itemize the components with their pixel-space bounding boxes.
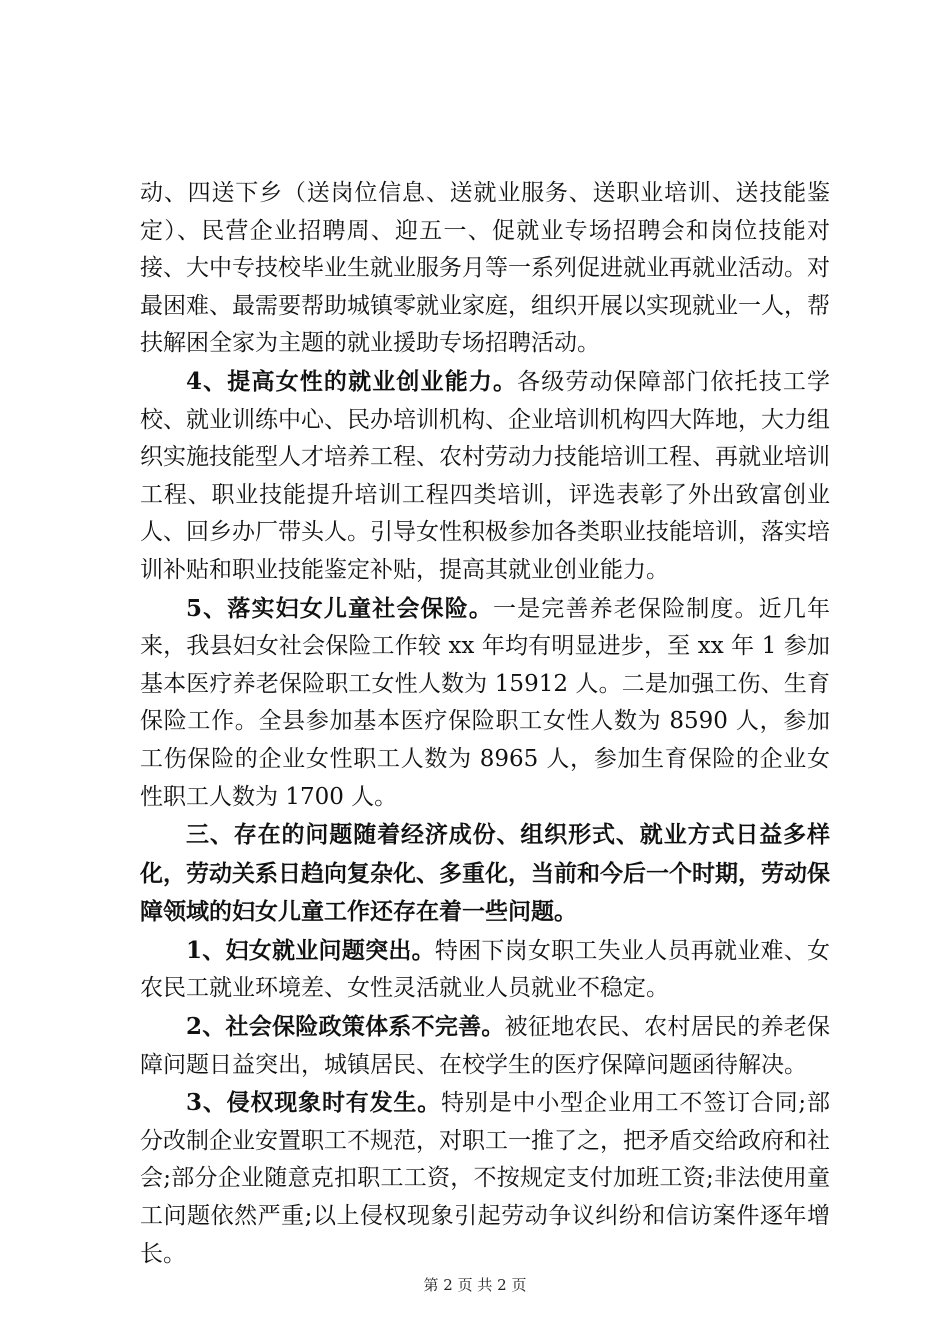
paragraph-heading: 2、社会保险政策体系不完善。 xyxy=(186,1013,505,1041)
paragraph-text: 特困下岗女职工失业人员再就业难、女农民工就业环境差、女性灵活就业人员就业不稳定。 xyxy=(140,937,830,1002)
paragraph-text: 被征地农民、农村居民的养老保障问题日益突出，城镇居民、在校学生的医疗保障问题函待解决。 xyxy=(140,1014,830,1078)
page-number-footer: 第 2 页 共 2 页 xyxy=(423,1276,527,1294)
paragraph-heading: 3、侵权现象时有发生。 xyxy=(186,1089,442,1117)
paragraph-heading: 1、妇女就业问题突出。 xyxy=(186,936,435,964)
paragraph-continued xyxy=(140,174,830,363)
paragraph-text: 动、四送下乡（送岗位信息、送就业服务、送职业培训、送技能鉴定）、民营企业招聘周、迎五一、促就业专场招聘会和岗位技能对接、大中专技校毕业生就业服务月等一系列促进就业再就业活动。对最困难、最需要帮助城镇零就业家庭，组织开展以实现就业一人，帮扶解困全家为主题的就业援助专场招聘活动。 xyxy=(140,180,830,357)
paragraph-employment-ability xyxy=(140,363,830,590)
paragraph-insurance-policy xyxy=(140,1008,830,1084)
paragraph-heading: 4、提高女性的就业创业能力。 xyxy=(186,367,518,395)
paragraph-text: 特别是中小型企业用工不签订合同;部分改制企业安置职工不规范，对职工一推了之，把矛盾交给政府和社会;部分企业随意克扣职工工资，不按规定支付加班工资;非法使用童工问题依然严重;以上侵权现象引起劳动争议纠纷和信访案件逐年增长。 xyxy=(140,1090,830,1267)
paragraph-text: 各级劳动保障部门依托技工学校、就业训练中心、民办培训机构、企业培训机构四大阵地，大力组织实施技能型人才培养工程、农村劳动力技能培训工程、再就业培训工程、职业技能提升培训工程四类培训，评选表彰了外出致富创业人、回乡办厂带头人。引导女性积极参加各类职业技能培训，落实培训补贴和职业技能鉴定补贴，提高其就业创业能力。 xyxy=(140,368,830,583)
section-heading-problems xyxy=(140,816,830,932)
paragraph-heading: 5、落实妇女儿童社会保险。 xyxy=(186,594,493,622)
paragraph-social-insurance xyxy=(140,590,830,817)
paragraph-rights-violation xyxy=(140,1084,830,1273)
document-body xyxy=(140,174,830,1273)
paragraph-employment-problem xyxy=(140,932,830,1008)
paragraph-text: 一是完善养老保险制度。近几年来，我县妇女社会保险工作较 xx 年均有明显进步，至 xx 年 1 参加基本医疗养老保险职工女性人数为 15912 人。二是加强工伤、生育保险工作。全县参加基本医疗保险职工女性人数为 8590 人，参加工伤保险的企业女性职工人数为 8965 人，参加生育保险的企业女性职工人数为 1700 人。 xyxy=(140,595,830,810)
section-heading: 三、存在的问题随着经济成份、组织形式、就业方式日益多样化，劳动关系日趋向复杂化、多重化，当前和今后一个时期，劳动保障领域的妇女儿童工作还存在着一些问题。 xyxy=(140,821,830,926)
